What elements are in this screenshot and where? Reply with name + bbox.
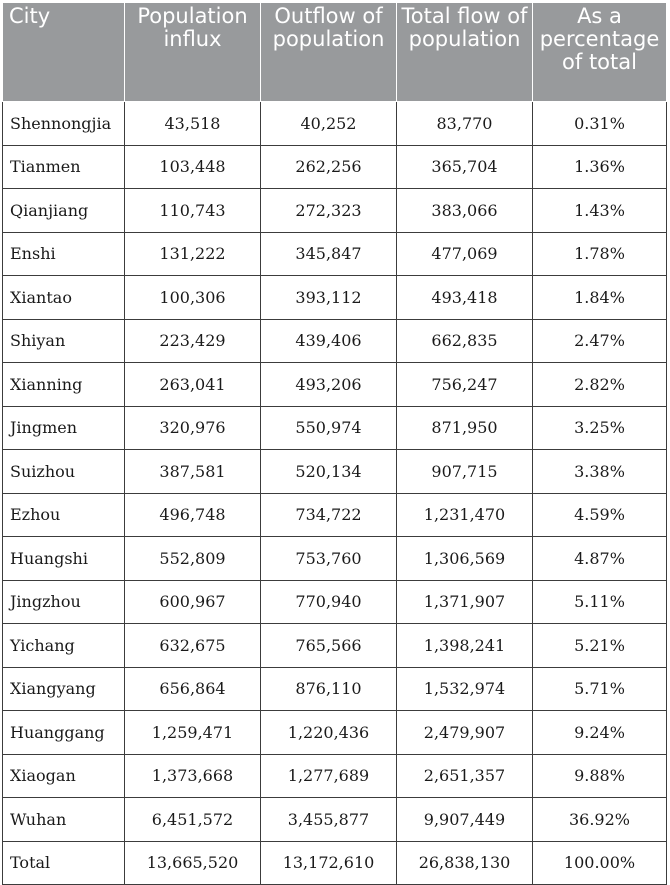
cell-city: Ezhou [3,493,125,537]
cell-percentage: 100.00% [533,841,667,885]
table-row [3,406,667,450]
cell-city: Huangshi [3,537,125,581]
cell-total-flow: 493,418 [397,276,533,320]
cell-total-flow: 477,069 [397,232,533,276]
cell-outflow: 520,134 [261,450,397,494]
cell-percentage: 1.36% [533,145,667,189]
cell-population-influx: 632,675 [125,624,261,668]
table-row [3,580,667,624]
cell-outflow: 272,323 [261,189,397,233]
cell-outflow: 1,277,689 [261,754,397,798]
cell-percentage: 4.87% [533,537,667,581]
cell-city: Shennongjia [3,102,125,146]
cell-outflow: 3,455,877 [261,798,397,842]
cell-outflow: 876,110 [261,667,397,711]
cell-city: Qianjiang [3,189,125,233]
table-row [3,450,667,494]
cell-outflow: 550,974 [261,406,397,450]
cell-city: Jingzhou [3,580,125,624]
table-row [3,363,667,407]
cell-population-influx: 131,222 [125,232,261,276]
header-total-flow-of-population: Total flow of population [397,3,533,102]
header-outflow-of-population: Outflow of population [261,3,397,102]
table-row [3,276,667,320]
cell-population-influx: 600,967 [125,580,261,624]
header-population-influx: Population influx [125,3,261,102]
table-row [3,319,667,363]
cell-total-flow: 907,715 [397,450,533,494]
cell-percentage: 1.43% [533,189,667,233]
cell-outflow: 13,172,610 [261,841,397,885]
cell-city: Xiaogan [3,754,125,798]
cell-percentage: 4.59% [533,493,667,537]
cell-percentage: 1.78% [533,232,667,276]
cell-total-flow: 871,950 [397,406,533,450]
cell-total-flow: 1,371,907 [397,580,533,624]
cell-population-influx: 13,665,520 [125,841,261,885]
cell-outflow: 40,252 [261,102,397,146]
cell-city: Huanggang [3,711,125,755]
cell-percentage: 9.88% [533,754,667,798]
cell-total-flow: 1,532,974 [397,667,533,711]
cell-city: Xiantao [3,276,125,320]
cell-total-flow: 2,479,907 [397,711,533,755]
cell-city: Total [3,841,125,885]
cell-percentage: 5.21% [533,624,667,668]
table-row [3,624,667,668]
cell-total-flow: 2,651,357 [397,754,533,798]
cell-population-influx: 1,259,471 [125,711,261,755]
cell-city: Jingmen [3,406,125,450]
header-percentage-of-total: As a percentage of total [533,3,667,102]
cell-population-influx: 552,809 [125,537,261,581]
cell-population-influx: 223,429 [125,319,261,363]
cell-city: Wuhan [3,798,125,842]
cell-total-flow: 365,704 [397,145,533,189]
cell-percentage: 9.24% [533,711,667,755]
cell-city: Tianmen [3,145,125,189]
cell-outflow: 770,940 [261,580,397,624]
cell-city: Xiangyang [3,667,125,711]
cell-total-flow: 662,835 [397,319,533,363]
cell-population-influx: 320,976 [125,406,261,450]
cell-total-flow: 1,306,569 [397,537,533,581]
cell-population-influx: 100,306 [125,276,261,320]
cell-outflow: 734,722 [261,493,397,537]
cell-population-influx: 656,864 [125,667,261,711]
header-city: City [3,3,125,102]
cell-total-flow: 83,770 [397,102,533,146]
cell-population-influx: 263,041 [125,363,261,407]
cell-percentage: 36.92% [533,798,667,842]
cell-city: Xianning [3,363,125,407]
table-header [3,3,667,102]
cell-percentage: 1.84% [533,276,667,320]
cell-total-flow: 383,066 [397,189,533,233]
cell-city: Suizhou [3,450,125,494]
cell-population-influx: 496,748 [125,493,261,537]
table-row [3,711,667,755]
cell-percentage: 2.47% [533,319,667,363]
cell-outflow: 765,566 [261,624,397,668]
table-row [3,189,667,233]
table-row [3,493,667,537]
cell-total-flow: 1,231,470 [397,493,533,537]
cell-population-influx: 43,518 [125,102,261,146]
cell-total-flow: 756,247 [397,363,533,407]
table-row [3,754,667,798]
cell-total-flow: 9,907,449 [397,798,533,842]
cell-population-influx: 387,581 [125,450,261,494]
cell-percentage: 3.25% [533,406,667,450]
cell-outflow: 1,220,436 [261,711,397,755]
table-row [3,537,667,581]
cell-outflow: 393,112 [261,276,397,320]
cell-population-influx: 103,448 [125,145,261,189]
cell-percentage: 3.38% [533,450,667,494]
cell-total-flow: 1,398,241 [397,624,533,668]
cell-city: Enshi [3,232,125,276]
table-row-total [3,841,667,885]
cell-percentage: 2.82% [533,363,667,407]
cell-percentage: 5.71% [533,667,667,711]
cell-city: Shiyan [3,319,125,363]
cell-population-influx: 6,451,572 [125,798,261,842]
table-body [3,102,667,885]
cell-outflow: 345,847 [261,232,397,276]
cell-outflow: 262,256 [261,145,397,189]
cell-percentage: 0.31% [533,102,667,146]
cell-total-flow: 26,838,130 [397,841,533,885]
table-row [3,798,667,842]
cell-city: Yichang [3,624,125,668]
cell-outflow: 753,760 [261,537,397,581]
table-row [3,667,667,711]
population-flow-table [2,2,667,885]
cell-percentage: 5.11% [533,580,667,624]
cell-population-influx: 110,743 [125,189,261,233]
header-row [3,3,667,102]
cell-outflow: 439,406 [261,319,397,363]
cell-population-influx: 1,373,668 [125,754,261,798]
table-row [3,145,667,189]
table-row [3,232,667,276]
cell-outflow: 493,206 [261,363,397,407]
table-row [3,102,667,146]
